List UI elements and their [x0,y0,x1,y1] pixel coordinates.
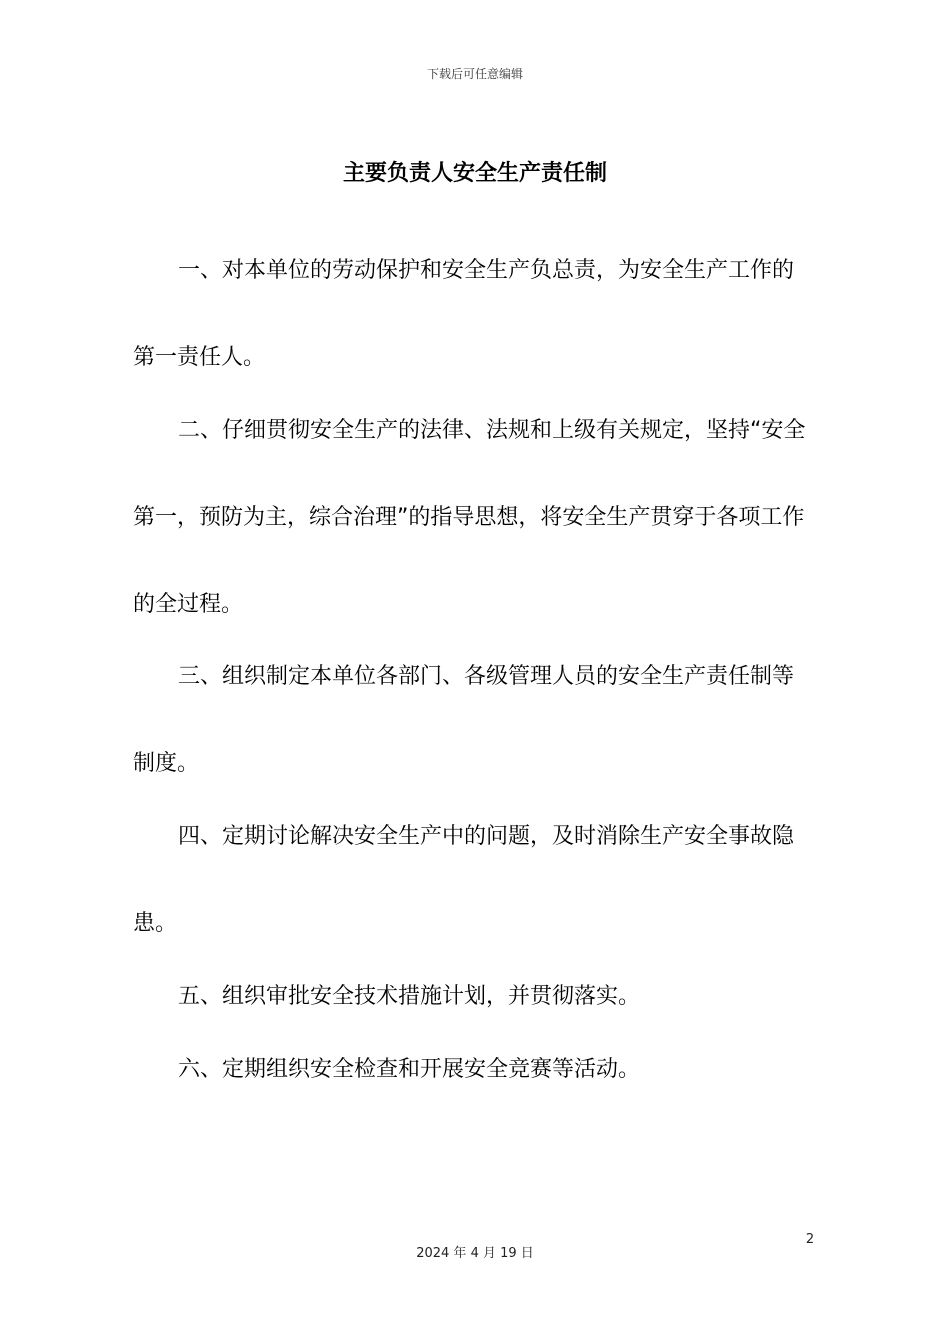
paragraph-1-line-2: 第一责任人。 [133,345,266,370]
paragraph-5: 五、组织审批安全技术措施计划，并贯彻落实。 [178,984,641,1009]
paragraph-3-line-2: 制度。 [133,751,200,776]
header-note: 下载后可任意编辑 [426,67,523,81]
paragraph-2-line-3: 的全过程。 [133,592,244,617]
paragraph-4-line-1: 四、定期讨论解决安全生产中的问题，及时消除生产安全事故隐 [178,824,795,849]
paragraph-4-line-2: 患。 [133,911,178,936]
paragraph-6: 六、定期组织安全检查和开展安全竞赛等活动。 [178,1057,641,1082]
paragraph-2-line-1: 二、仔细贯彻安全生产的法律、法规和上级有关规定，坚持“安全 [178,418,806,443]
paragraph-2-line-2: 第一，预防为主，综合治理”的指导思想，将安全生产贯穿于各项工作 [133,505,805,530]
footer-date: 2024 年 4 月 19 日 [416,1246,534,1261]
page-number: 2 [805,1232,815,1247]
paragraph-3-line-1: 三、组织制定本单位各部门、各级管理人员的安全生产责任制等 [178,664,795,689]
document-title: 主要负责人安全生产责任制 [342,161,607,186]
paragraph-1-line-1: 一、对本单位的劳动保护和安全生产负总责，为安全生产工作的 [178,258,795,283]
